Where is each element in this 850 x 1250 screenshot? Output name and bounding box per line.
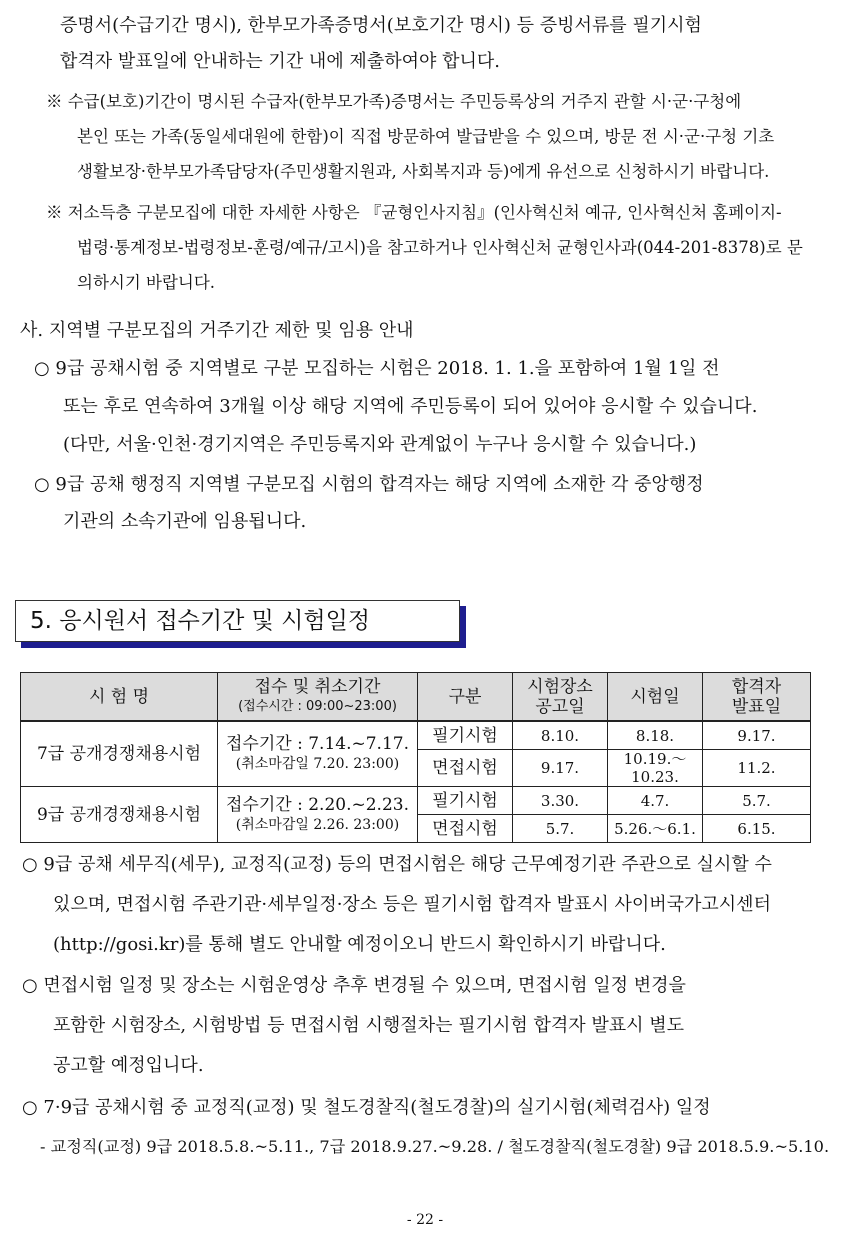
table-row bbox=[21, 721, 811, 750]
row1-stage2-venue: 9.17. bbox=[513, 750, 608, 787]
note2-line-2: 법령·통계정보-법령정보-훈령/예규/고시)을 참고하거나 인사혁신처 균형인사과(044-201-8378)로 문 bbox=[77, 238, 803, 257]
after-bullet1-line-1: ○ 9급 공채 세무직(세무), 교정직(교정) 등의 면접시험은 해당 근무예정기관 주관으로 실시할 수 bbox=[22, 854, 772, 875]
row2-period: 접수기간 : 2.20.~2.23. bbox=[226, 794, 409, 815]
row2-stage2-venue: 5.7. bbox=[513, 815, 608, 843]
after-bullet1-line-3: (http://gosi.kr)를 통해 별도 안내할 예정이오니 반드시 확인하시기 바랍니다. bbox=[53, 934, 666, 955]
note2-line-1: ※ 저소득층 구분모집에 대한 자세한 사항은 『균형인사지침』(인사혁신처 예규, 인사혁신처 홈페이지- bbox=[46, 203, 782, 222]
header-exam-name: 시 험 명 bbox=[21, 673, 218, 722]
header-result: 합격자 발표일 bbox=[703, 673, 811, 722]
header-exam-date: 시험일 bbox=[608, 673, 703, 722]
header-venue-notice: 시험장소 공고일 bbox=[513, 673, 608, 722]
section-sa-bullet2-line-1: ○ 9급 공채 행정직 지역별 구분모집 시험의 합격자는 해당 지역에 소재한 각 중앙행정 bbox=[34, 474, 704, 495]
section5-title: 5. 응시원서 접수기간 및 시험일정 bbox=[30, 608, 371, 634]
row2-period-cell bbox=[218, 787, 418, 843]
row1-stage1-exam: 8.18. bbox=[608, 721, 703, 750]
row2-stage1-kind: 필기시험 bbox=[418, 787, 513, 815]
intro-line-1: 증명서(수급기간 명시), 한부모가족증명서(보호기간 명시) 등 증빙서류를 필기시험 bbox=[60, 15, 702, 36]
row1-stage2-result: 11.2. bbox=[703, 750, 811, 787]
after-dash-line: - 교정직(교정) 9급 2018.5.8.~5.11., 7급 2018.9.27.~9.28. / 철도경찰직(철도경찰) 9급 2018.5.9.~5.10. bbox=[40, 1137, 830, 1156]
intro-line-2: 합격자 발표일에 안내하는 기간 내에 제출하여야 합니다. bbox=[60, 51, 500, 72]
row1-stage2-kind: 면접시험 bbox=[418, 750, 513, 787]
after-bullet3-line: ○ 7·9급 공채시험 중 교정직(교정) 및 철도경찰직(철도경찰)의 실기시험(체력검사) 일정 bbox=[22, 1097, 711, 1118]
header-period-label: 접수 및 취소기간 bbox=[254, 676, 381, 697]
row2-stage1-result: 5.7. bbox=[703, 787, 811, 815]
header-period bbox=[218, 673, 418, 722]
row2-cancel: (취소마감일 2.26. 23:00) bbox=[235, 816, 400, 833]
row1-stage1-result: 9.17. bbox=[703, 721, 811, 750]
row2-stage2-exam: 5.26.～6.1. bbox=[608, 815, 703, 843]
row1-cancel: (취소마감일 7.20. 23:00) bbox=[235, 756, 400, 772]
row1-stage1-kind: 필기시험 bbox=[418, 721, 513, 750]
table-row bbox=[21, 787, 811, 815]
row2-stage1-exam: 4.7. bbox=[608, 787, 703, 815]
row1-period-cell bbox=[218, 721, 418, 787]
note1-line-3: 생활보장·한부모가족담당자(주민생활지원과, 사회복지과 등)에게 유선으로 신청하시기 바랍니다. bbox=[77, 162, 770, 181]
page-number: - 22 - bbox=[406, 1212, 444, 1228]
row2-exam-name: 9급 공개경쟁채용시험 bbox=[21, 787, 218, 843]
note1-line-1: ※ 수급(보호)기간이 명시된 수급자(한부모가족)증명서는 주민등록상의 거주지 관할 시·군·구청에 bbox=[46, 92, 742, 111]
row1-exam-name: 7급 공개경쟁채용시험 bbox=[21, 721, 218, 787]
section-sa-title: 사. 지역별 구분모집의 거주기간 제한 및 임용 안내 bbox=[20, 320, 414, 341]
section-sa-bullet1-line-3: (다만, 서울·인천·경기지역은 주민등록지와 관계없이 누구나 응시할 수 있습니다.) bbox=[63, 434, 697, 455]
after-bullet2-line-2: 포함한 시험장소, 시험방법 등 면접시험 시행절차는 필기시험 합격자 발표시 별도 bbox=[53, 1015, 685, 1036]
row1-period: 접수기간 : 7.14.~7.17. bbox=[226, 734, 409, 754]
table-header-row bbox=[21, 673, 811, 722]
schedule-table bbox=[20, 672, 811, 843]
section-sa-bullet1-line-2: 또는 후로 연속하여 3개월 이상 해당 지역에 주민등록이 되어 있어야 응시할 수 있습니다. bbox=[63, 396, 758, 417]
after-bullet2-line-3: 공고할 예정입니다. bbox=[53, 1055, 204, 1076]
row2-stage2-kind: 면접시험 bbox=[418, 815, 513, 843]
row2-stage2-result: 6.15. bbox=[703, 815, 811, 843]
row1-stage2-exam: 10.19.～10.23. bbox=[608, 750, 703, 787]
note2-line-3: 의하시기 바랍니다. bbox=[77, 273, 216, 292]
after-bullet1-line-2: 있으며, 면접시험 주관기관·세부일정·장소 등은 필기시험 합격자 발표시 사이버국가고시센터 bbox=[53, 894, 771, 915]
header-period-sub: (접수시간 : 09:00~23:00) bbox=[238, 698, 397, 714]
after-bullet2-line-1: ○ 면접시험 일정 및 장소는 시험운영상 추후 변경될 수 있으며, 면접시험 일정 변경을 bbox=[22, 975, 686, 996]
note1-line-2: 본인 또는 가족(동일세대원에 한함)이 직접 방문하여 발급받을 수 있으며, 방문 전 시·군·구청 기초 bbox=[77, 127, 775, 146]
row2-stage1-venue: 3.30. bbox=[513, 787, 608, 815]
header-kind: 구분 bbox=[418, 673, 513, 722]
row1-stage1-venue: 8.10. bbox=[513, 721, 608, 750]
section-sa-bullet1-line-1: ○ 9급 공채시험 중 지역별로 구분 모집하는 시험은 2018. 1. 1.을 포함하여 1월 1일 전 bbox=[34, 358, 720, 379]
section5-heading-box bbox=[15, 600, 460, 642]
section-sa-bullet2-line-2: 기관의 소속기관에 임용됩니다. bbox=[63, 511, 307, 532]
